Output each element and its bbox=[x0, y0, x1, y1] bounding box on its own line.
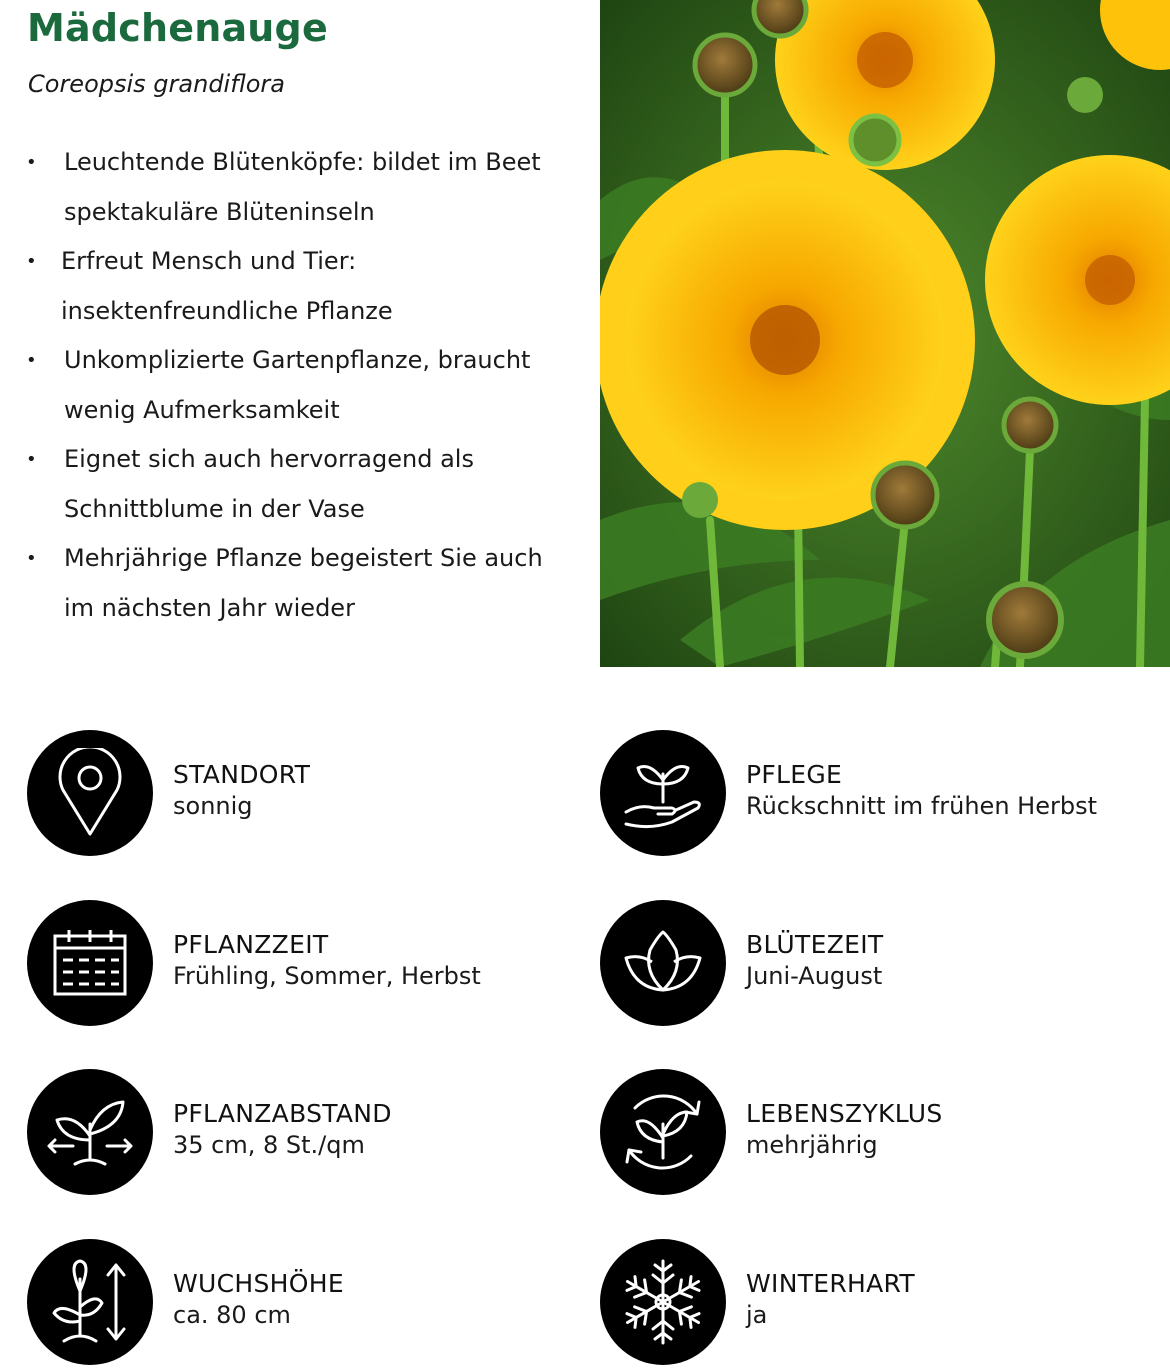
feature-value: ca. 80 cm bbox=[173, 1301, 291, 1329]
feature-standort bbox=[27, 730, 587, 860]
snowflake-icon bbox=[600, 1239, 726, 1365]
feature-pflanzzeit bbox=[27, 900, 587, 1030]
bullet-item bbox=[0, 237, 580, 336]
calendar-icon bbox=[27, 900, 153, 1026]
bullet-line: Mehrjährige Pflanze begeistert Sie auch bbox=[64, 544, 543, 572]
feature-lebenszyklus bbox=[600, 1069, 1160, 1199]
location-pin-icon bbox=[27, 730, 153, 856]
bullet-item bbox=[0, 534, 580, 633]
bullet-dot: • bbox=[26, 350, 37, 371]
feature-heading: WUCHSHÖHE bbox=[173, 1269, 344, 1298]
feature-bluetezeit bbox=[600, 900, 1160, 1030]
bullet-line: Unkomplizierte Gartenpflanze, braucht bbox=[64, 346, 531, 374]
feature-value: ja bbox=[746, 1301, 768, 1329]
bullet-dot: • bbox=[26, 152, 37, 173]
botanical-name: Coreopsis grandiflora bbox=[28, 70, 285, 98]
feature-value: mehrjährig bbox=[746, 1131, 878, 1159]
bullet-line: insektenfreundliche Pflanze bbox=[61, 296, 393, 325]
product-photo bbox=[600, 0, 1170, 667]
feature-pflanzabstand bbox=[27, 1069, 587, 1199]
feature-heading: PFLANZZEIT bbox=[173, 930, 329, 959]
feature-heading: STANDORT bbox=[173, 760, 311, 789]
feature-winterhart bbox=[600, 1239, 1160, 1369]
plant-height-icon bbox=[27, 1239, 153, 1365]
coreopsis-flower-illustration bbox=[600, 0, 1170, 667]
bullet-item bbox=[0, 138, 580, 237]
feature-bullet-list bbox=[0, 138, 580, 633]
hand-seedling-icon bbox=[600, 730, 726, 856]
feature-heading: LEBENSZYKLUS bbox=[746, 1099, 943, 1128]
bullet-line: Eignet sich auch hervorragend als bbox=[64, 445, 474, 473]
feature-value: Juni-August bbox=[746, 962, 883, 990]
feature-value: 35 cm, 8 St./qm bbox=[173, 1131, 365, 1159]
bullet-item bbox=[0, 336, 580, 435]
bullet-line: spektakuläre Blüteninseln bbox=[64, 197, 375, 226]
bullet-dot: • bbox=[26, 548, 37, 569]
bullet-line: wenig Aufmerksamkeit bbox=[64, 395, 340, 424]
feature-value: sonnig bbox=[173, 792, 253, 820]
feature-heading: WINTERHART bbox=[746, 1269, 915, 1298]
product-title: Mädchenauge bbox=[27, 6, 328, 50]
bullet-dot: • bbox=[26, 449, 37, 470]
feature-heading: PFLEGE bbox=[746, 760, 843, 789]
feature-value: Rückschnitt im frühen Herbst bbox=[746, 792, 1097, 820]
feature-pflege bbox=[600, 730, 1160, 860]
bullet-line: im nächsten Jahr wieder bbox=[64, 593, 355, 622]
bullet-dot: • bbox=[26, 251, 37, 272]
plant-spacing-icon bbox=[27, 1069, 153, 1195]
bullet-item bbox=[0, 435, 580, 534]
feature-heading: PFLANZABSTAND bbox=[173, 1099, 392, 1128]
bullet-line: Leuchtende Blütenköpfe: bildet im Beet bbox=[64, 148, 541, 176]
bullet-line: Schnittblume in der Vase bbox=[64, 494, 365, 523]
bullet-line: Erfreut Mensch und Tier: bbox=[61, 247, 357, 275]
feature-value: Frühling, Sommer, Herbst bbox=[173, 962, 481, 990]
feature-wuchshoehe bbox=[27, 1239, 587, 1369]
feature-heading: BLÜTEZEIT bbox=[746, 930, 884, 959]
cycle-plant-icon bbox=[600, 1069, 726, 1195]
lotus-flower-icon bbox=[600, 900, 726, 1026]
